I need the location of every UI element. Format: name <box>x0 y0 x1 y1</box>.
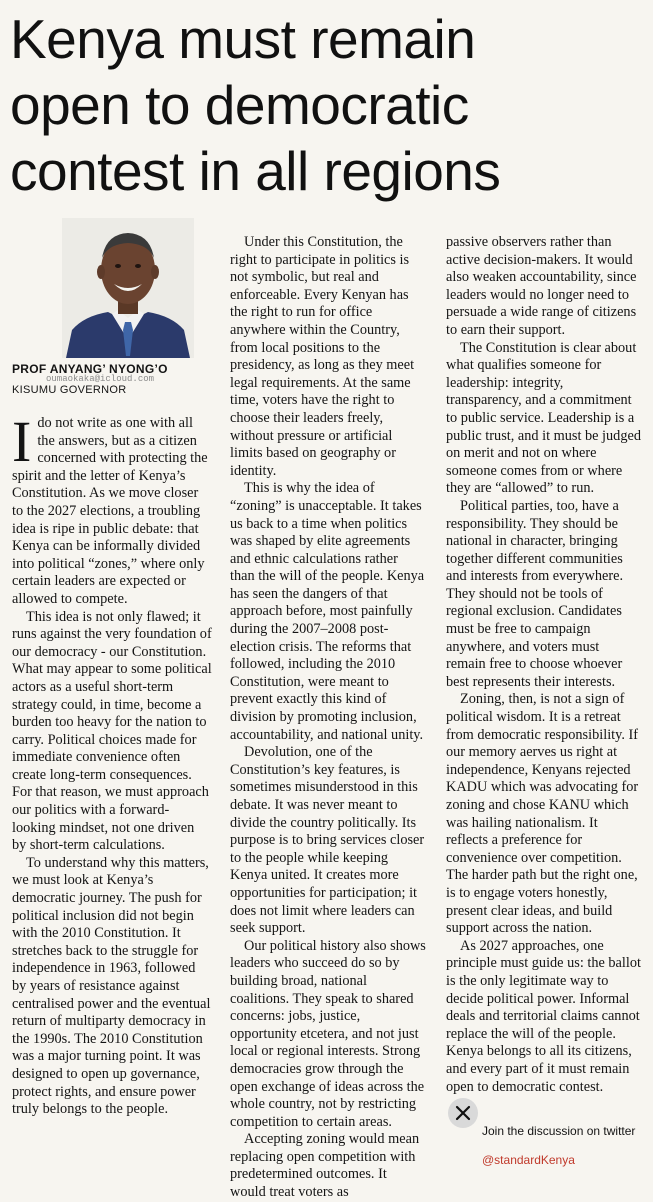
author-name: PROF ANYANG’ NYONG’O <box>12 362 168 376</box>
article-paragraph: Our political history also shows leaders who succeed do so by building broad, national coalitions. They speak to shared concerns: jobs, justice, opportunity etcetera, and not just local or regional interests. Strong democracies grow through the open exchange of ideas across the whole country, not by restricting competition to certain areas. <box>230 937 426 1130</box>
article-paragraph: The Constitution is clear about what qualifies someone for leadership: integrity, transparency, and a commitment to public service. Leadership is a public trust, and it must be judged on merit and not on where someone comes from or where they are “allowed” to run. <box>446 339 641 497</box>
article-paragraph: Under this Constitution, the right to participate in politics is not symbolic, but real and enforceable. Every Kenyan has the right to run for office anywhere within the Country, from local positions to the presidency, as long as they meet legal requirements. At the same time, voters have the right to choose their leaders freely, without pressure or artificial limits based on geography or identity. <box>230 234 415 479</box>
headline <box>10 6 640 204</box>
headline-line-3: contest in all regions <box>10 140 501 202</box>
social-prompt: Join the discussion on twitter <box>482 1124 636 1138</box>
x-logo-icon[interactable] <box>448 1098 478 1128</box>
article-paragraph: Political parties, too, have a responsibility. They should be national in character, bringing together different communities and interests from everywhere. They should not be tools of regional exclusion. Candidates must be free to campaign anywhere, and voters must remain free to choose whoever best represents their interests. <box>446 497 624 690</box>
article-column-3 <box>446 234 642 1096</box>
drop-cap: I <box>12 409 32 474</box>
article-paragraph: This idea is not only flawed; it runs against the very foundation of our democracy - our Constitution. What may appear to some political actors as a useful short-term strategy could, in time, become a burden too heavy for the nation to carry. Political choices made for immediate convenience often create long-term consequences. For that reason, we must approach our politics with a forward-looking mindset, not one driven by short-term calculations. <box>12 608 212 854</box>
x-glyph-icon <box>455 1105 471 1121</box>
author-role: KISUMU GOVERNOR <box>12 384 127 396</box>
headline-line-2: open to democratic <box>10 74 469 136</box>
social-box <box>448 1096 643 1176</box>
article-paragraph <box>12 409 212 609</box>
article-paragraph: As 2027 approaches, one principle must guide us: the ballot is the only legitimate way to decide political power. Informal deals and territorial claims cannot replace the will of the people. Kenya belongs to all its citizens, and every part of it must remain open to democratic contest. <box>446 937 641 1095</box>
byline <box>12 362 212 396</box>
watermark: oumaokaka@icloud.com <box>46 374 155 384</box>
article-paragraph: Zoning, then, is not a sign of political wisdom. It is a retreat from democratic responsibility. If our memory aerves us right at independence, Kenyans rejected KADU which was advocating for zoning and chose KANU which was hailing nationalism. It reflects a preference for convenience over competition. The harder path but the right one, is to engage voters honestly, present clear ideas, and build support across the nation. <box>446 691 639 937</box>
author-photo <box>62 218 194 358</box>
article-column-1 <box>12 409 212 1119</box>
headline-line-1: Kenya must remain <box>10 8 476 70</box>
article-paragraph-text: do not write as one with all the answers, but as a citizen concerned with protecting the spirit and the letter of Kenya’s Constitution. As we move closer to the 2027 elections, a troubling idea is ripe in public debate: that Kenya can be informally divided into political “zones,” where only certain leaders are expected or allowed to compete. <box>12 415 208 607</box>
article-paragraph: passive observers rather than active decision-makers. It would also weaken accountability, since leaders would no longer need to persuade a wide range of citizens to earn their support. <box>446 234 637 338</box>
article-paragraph: This is why the idea of “zoning” is unacceptable. It takes us back to a time when politics was shaped by elite agreements and ethnic calculations rather than the will of the people. Kenya has seen the dangers of that approach before, most painfully during the 2007–2008 post-election crisis. The reforms that followed, including the 2010 Constitution, were meant to prevent exactly this kind of division by promoting inclusion, accountability, and national unity. <box>230 480 425 743</box>
article-column-2 <box>230 234 426 1202</box>
article-paragraph: Devolution, one of the Constitution’s key features, is sometimes misunderstood in this debate. It was never meant to divide the country politically. Its purpose is to bring services closer to the people while keeping Kenya united. It creates more opportunities for participation; it does not limit where leaders can seek support. <box>230 744 425 937</box>
article-paragraph: Accepting zoning would mean replacing open competition with predetermined outcomes. It would treat voters as <box>230 1131 420 1201</box>
social-handle[interactable]: @standardKenya <box>482 1153 575 1167</box>
author-portrait-icon <box>62 218 194 358</box>
article-paragraph: To understand why this matters, we must look at Kenya’s democratic journey. The push for political inclusion did not begin with the 2010 Constitution. It stretches back to the struggle for independence in 1963, followed by years of resistance against centralised power and the eventual return of multiparty democracy in the 1990s. The 2010 Constitution was a major turning point. It was designed to open up governance, protect rights, and ensure power truly belongs to the people. <box>12 854 211 1118</box>
